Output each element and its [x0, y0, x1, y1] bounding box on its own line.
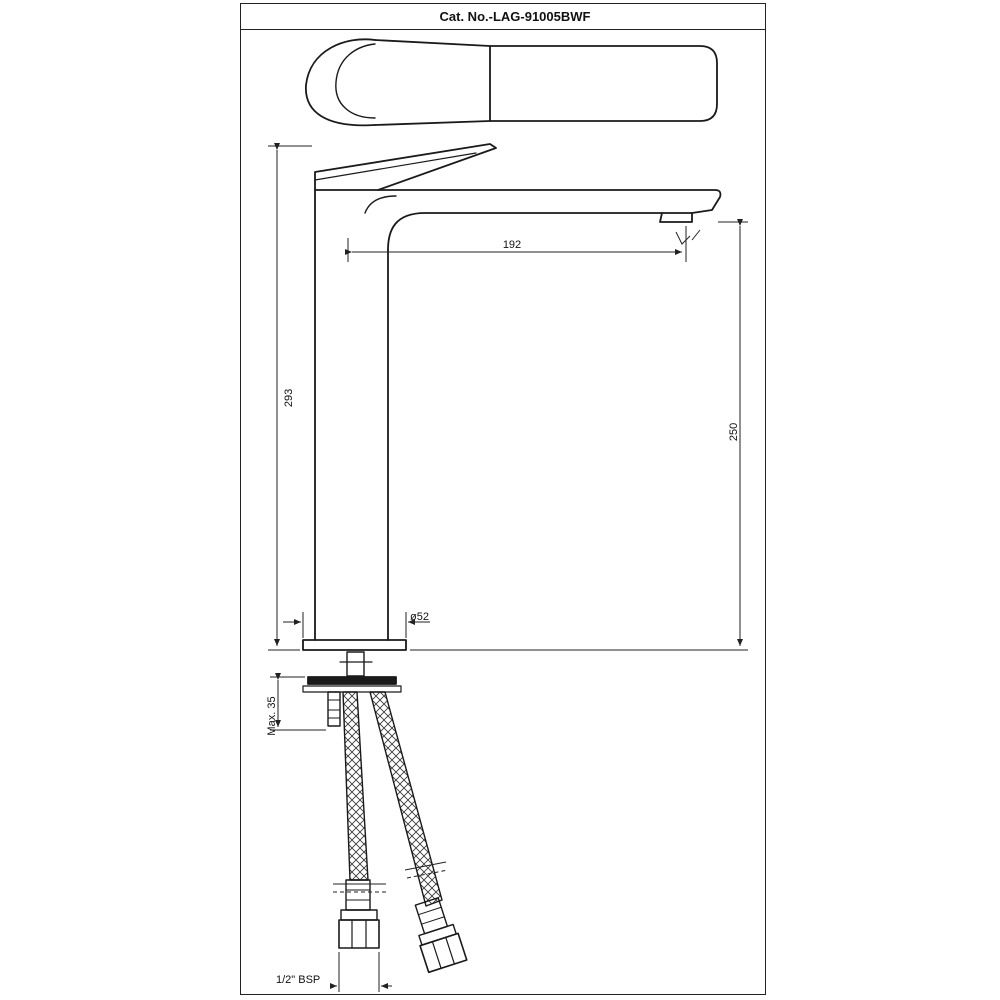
overall-height-label: 293	[283, 388, 295, 408]
spout-height-label: 250	[728, 422, 740, 442]
spout-reach-label: 192	[502, 239, 522, 251]
inlet-thread-label: 1/2" BSP	[276, 974, 321, 986]
catalog-number: Cat. No.-LAG-91005BWF	[439, 9, 591, 24]
flexible-hoses	[339, 692, 467, 972]
dimension-lines	[268, 146, 748, 992]
mixer-side-view	[303, 144, 720, 726]
max-counter-thickness-label: Max. 35	[266, 696, 278, 736]
base-diameter-label: ø52	[410, 611, 429, 623]
lever-top-view	[306, 39, 717, 125]
